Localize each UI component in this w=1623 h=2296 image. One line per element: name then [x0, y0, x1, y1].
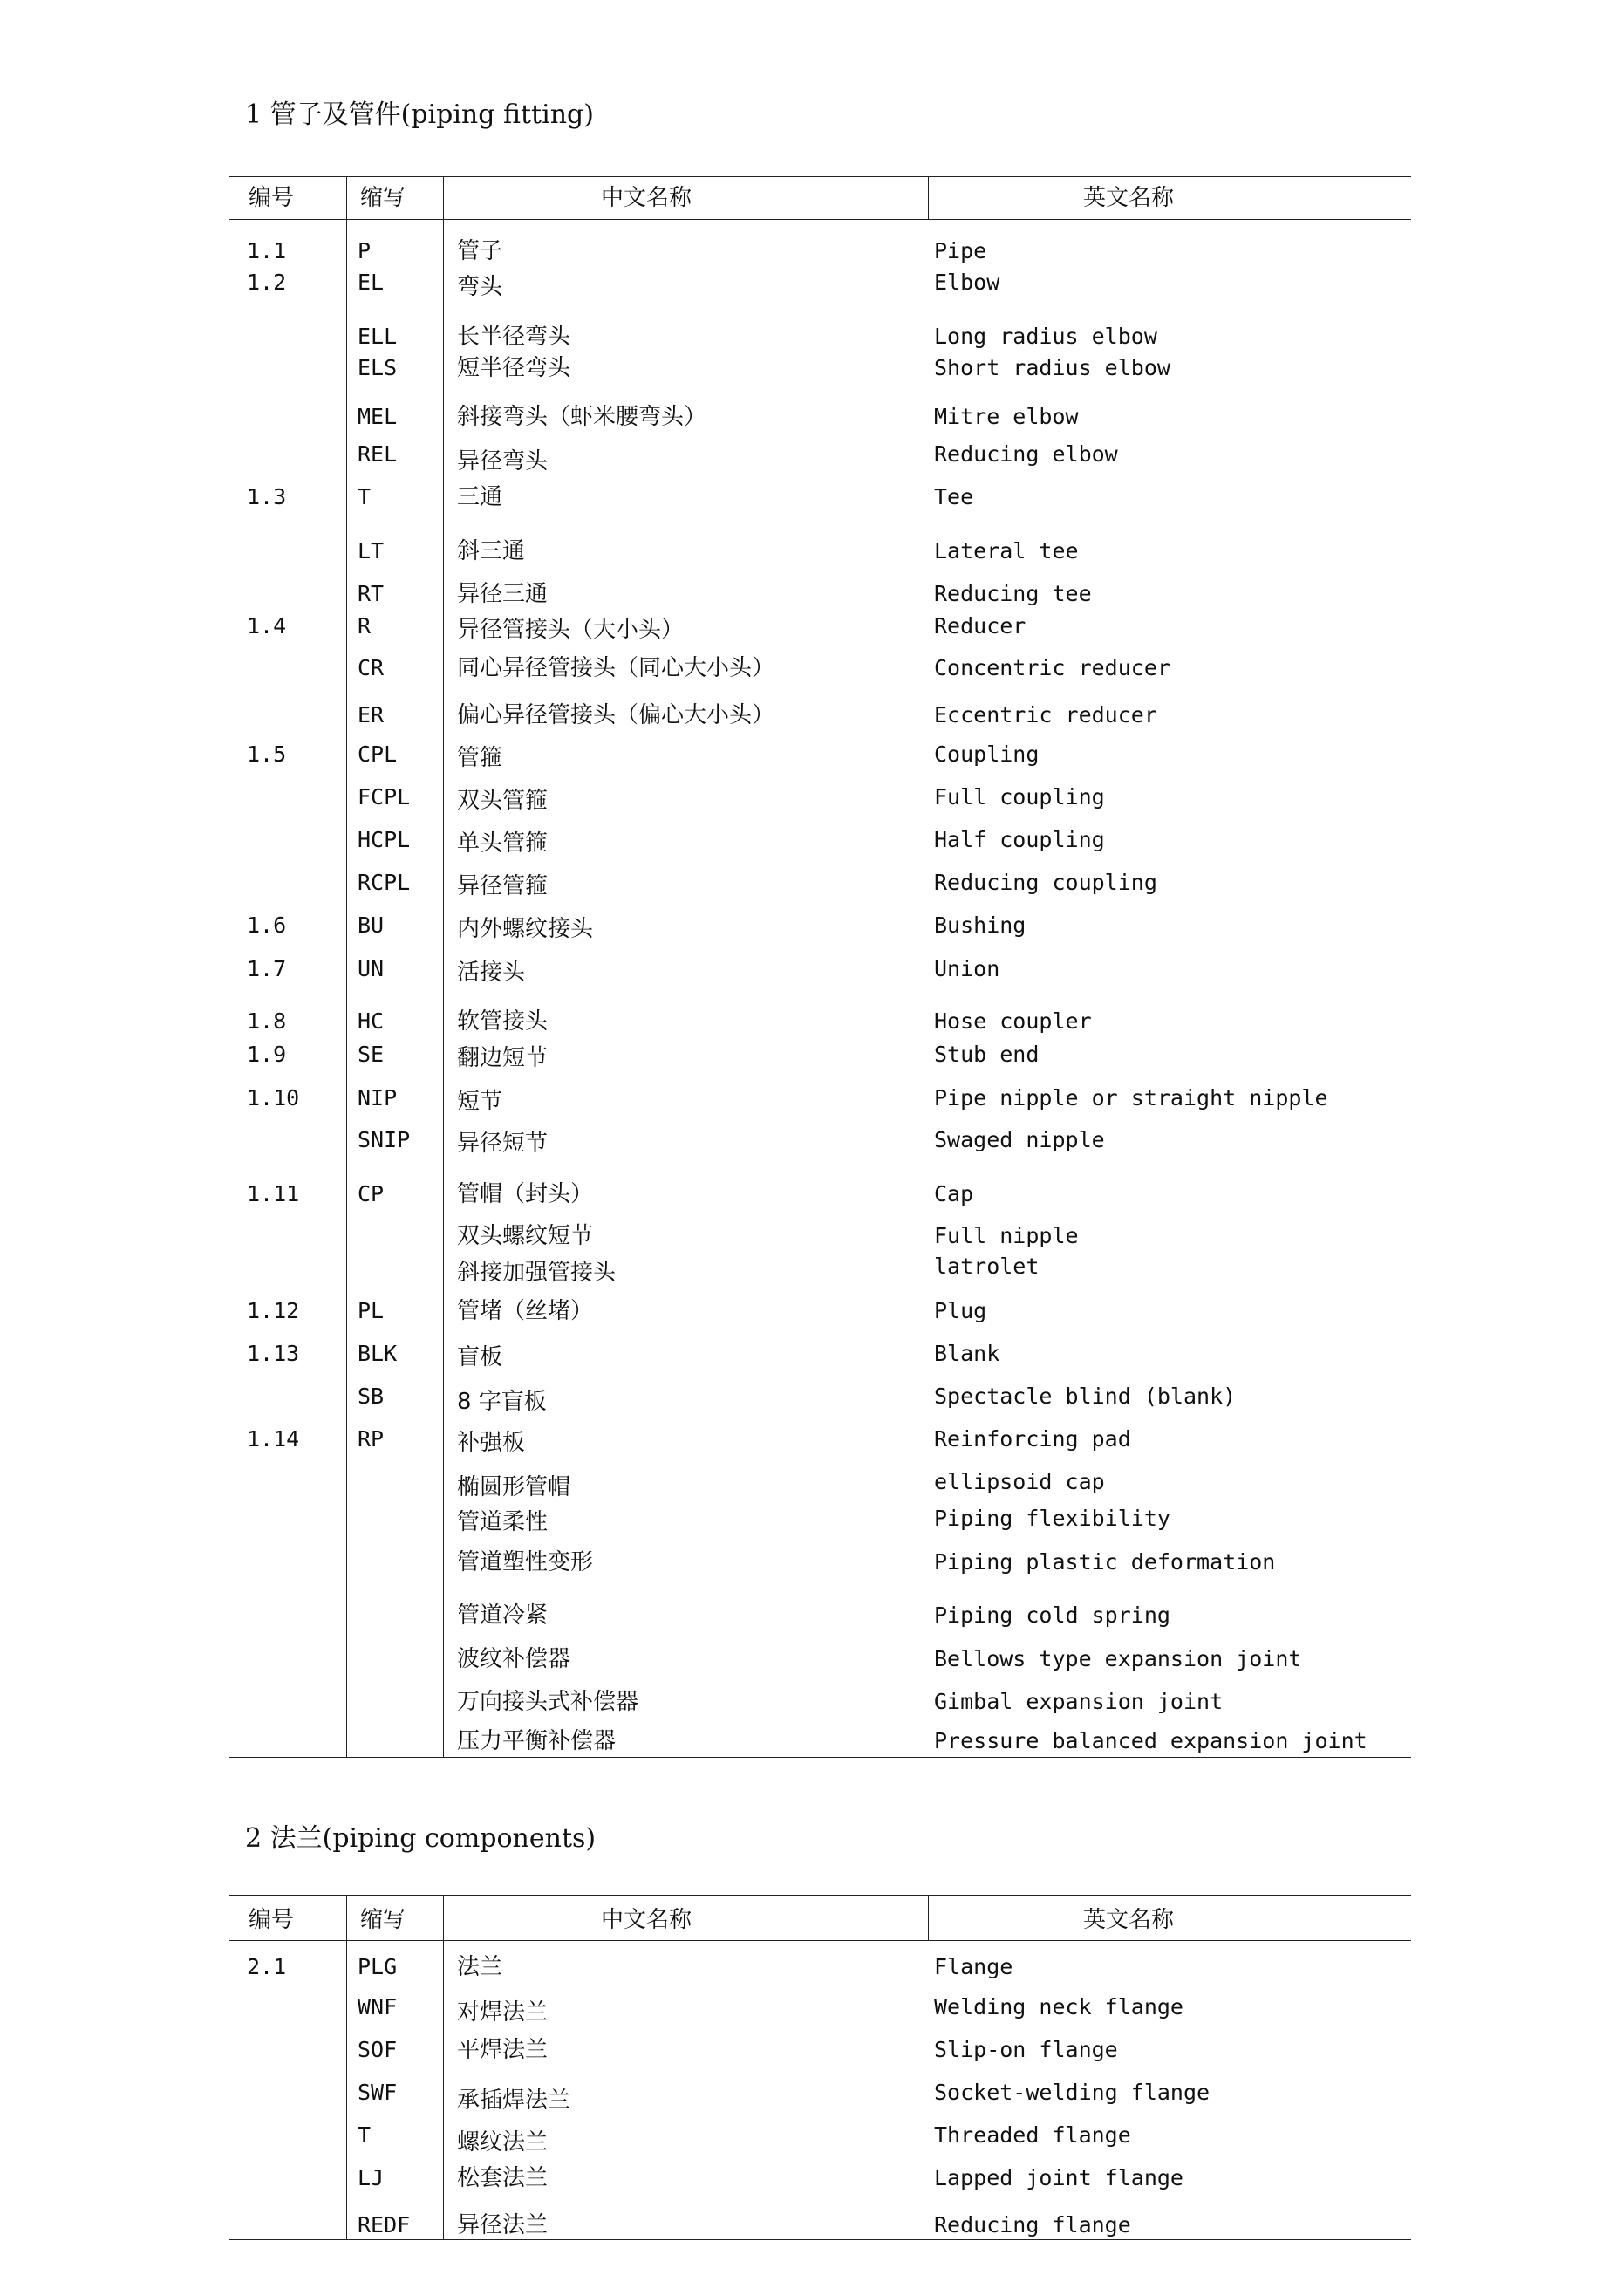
cell-abbr: MEL: [358, 404, 398, 429]
cell-no: 1.7: [247, 956, 287, 981]
cell-en: Concentric reducer: [934, 655, 1170, 680]
cell-zh: 万向接头式补偿器: [457, 1689, 639, 1715]
cell-zh: 异径三通: [457, 581, 549, 607]
cell-en: Welding neck flange: [934, 1994, 1183, 2019]
cell-abbr: LT: [358, 538, 385, 564]
cell-zh: 平焊法兰: [457, 2037, 549, 2063]
cell-zh: 短节: [457, 1089, 503, 1115]
cell-abbr: PL: [358, 1298, 385, 1323]
cell-zh: 异径管接头（大小头）: [457, 617, 685, 643]
cell-zh: 盲板: [457, 1344, 503, 1370]
header-abbr: 缩写: [360, 185, 406, 211]
cell-zh: 短半径弯头: [457, 355, 571, 381]
cell-no: 1.5: [247, 741, 287, 767]
table-top-rule: [229, 176, 1411, 177]
cell-en: Piping flexibility: [934, 1506, 1170, 1531]
table-header-rule: [229, 219, 1411, 220]
cell-zh: 斜接弯头（虾米腰弯头）: [457, 404, 707, 430]
column-divider: [346, 1895, 347, 2240]
header-zh: 中文名称: [601, 185, 692, 211]
cell-abbr: BLK: [358, 1341, 398, 1366]
column-divider: [443, 176, 444, 1758]
cell-zh: 同心异径管接头（同心大小头）: [457, 655, 775, 681]
section-2-table: [229, 1895, 1411, 2240]
section-1-table: [229, 176, 1411, 1758]
cell-en: Reducing elbow: [934, 441, 1118, 467]
cell-abbr: NIP: [358, 1085, 398, 1110]
cell-en: Bushing: [934, 912, 1026, 938]
table-top-rule: [229, 1895, 1411, 1896]
cell-no: 1.13: [247, 1341, 300, 1366]
cell-zh: 斜接加强管接头: [457, 1260, 617, 1286]
cell-zh: 异径短节: [457, 1131, 549, 1157]
cell-abbr: REL: [358, 441, 398, 467]
cell-abbr: CR: [358, 655, 385, 680]
cell-abbr: UN: [358, 956, 385, 981]
cell-abbr: SOF: [358, 2037, 398, 2062]
cell-en: Full coupling: [934, 784, 1105, 810]
cell-en: Elbow: [934, 270, 1000, 295]
cell-en: Reducing flange: [934, 2212, 1131, 2238]
cell-no: 1.1: [247, 238, 287, 263]
column-divider: [346, 176, 347, 1758]
cell-en: Tee: [934, 484, 974, 509]
cell-en: Bellows type expansion joint: [934, 1646, 1302, 1671]
header-no: 编号: [249, 1907, 295, 1933]
cell-zh: 螺纹法兰: [457, 2129, 549, 2156]
cell-en: Reducing coupling: [934, 870, 1157, 895]
cell-zh: 松套法兰: [457, 2165, 549, 2191]
cell-zh: 椭圆形管帽: [457, 1474, 571, 1500]
cell-no: 1.2: [247, 270, 287, 295]
cell-abbr: T: [358, 484, 372, 509]
cell-en: Blank: [934, 1341, 1000, 1366]
cell-en: Swaged nipple: [934, 1127, 1105, 1152]
cell-en: Plug: [934, 1298, 987, 1323]
cell-en: Lateral tee: [934, 538, 1079, 564]
cell-en: Piping plastic deformation: [934, 1549, 1276, 1575]
cell-zh: 斜三通: [457, 538, 526, 564]
cell-abbr: PLG: [358, 1954, 398, 1979]
cell-abbr: R: [358, 613, 372, 639]
cell-abbr: RP: [358, 1426, 385, 1452]
table-bottom-rule: [229, 2239, 1411, 2240]
cell-abbr: SE: [358, 1042, 385, 1067]
cell-en: Reinforcing pad: [934, 1426, 1131, 1452]
cell-en: Lapped joint flange: [934, 2165, 1183, 2190]
cell-abbr: RT: [358, 581, 385, 606]
cell-abbr: SB: [358, 1384, 385, 1409]
cell-zh: 异径弯头: [457, 448, 549, 475]
table-header-rule: [229, 1940, 1411, 1941]
cell-abbr: CPL: [358, 741, 398, 767]
cell-en: Reducer: [934, 613, 1026, 639]
cell-zh: 管道柔性: [457, 1509, 549, 1535]
cell-abbr: WNF: [358, 1994, 398, 2019]
cell-en: Long radius elbow: [934, 324, 1157, 349]
cell-en: Reducing tee: [934, 581, 1092, 606]
section-1-title: 1 管子及管件(piping fitting): [245, 99, 594, 130]
cell-zh: 双头螺纹短节: [457, 1223, 594, 1249]
cell-en: Socket-welding flange: [934, 2080, 1210, 2105]
cell-abbr: RCPL: [358, 870, 411, 895]
cell-zh: 管帽（封头）: [457, 1181, 594, 1207]
cell-zh: 活接头: [457, 960, 526, 986]
cell-no: 1.12: [247, 1298, 300, 1323]
column-divider: [928, 176, 929, 219]
cell-zh: 管子: [457, 238, 503, 264]
table-bottom-rule: [229, 1757, 1411, 1758]
cell-abbr: LJ: [358, 2165, 385, 2190]
cell-en: Coupling: [934, 741, 1040, 767]
cell-zh: 双头管箍: [457, 788, 549, 814]
cell-abbr: SNIP: [358, 1127, 411, 1152]
cell-zh: 法兰: [457, 1954, 503, 1980]
cell-en: Stub end: [934, 1042, 1040, 1067]
cell-zh: 管箍: [457, 745, 503, 771]
cell-zh: 翻边短节: [457, 1045, 549, 1071]
section-2-title: 2 法兰(piping components): [245, 1823, 597, 1854]
cell-en: Gimbal expansion joint: [934, 1689, 1224, 1714]
cell-zh: 8 字盲板: [457, 1389, 547, 1415]
cell-abbr: ELS: [358, 355, 398, 380]
cell-zh: 软管接头: [457, 1008, 549, 1035]
header-abbr: 缩写: [360, 1907, 406, 1933]
cell-abbr: CP: [358, 1181, 385, 1206]
cell-en: Hose coupler: [934, 1008, 1092, 1034]
cell-zh: 压力平衡补偿器: [457, 1728, 617, 1754]
cell-en: Eccentric reducer: [934, 702, 1157, 728]
cell-abbr: HC: [358, 1008, 385, 1034]
column-divider: [928, 1895, 929, 1940]
cell-zh: 补强板: [457, 1430, 526, 1456]
cell-abbr: EL: [358, 270, 385, 295]
cell-en: Slip-on flange: [934, 2037, 1118, 2062]
cell-abbr: FCPL: [358, 784, 411, 810]
header-en: 英文名称: [1083, 1907, 1175, 1933]
cell-en: Pipe nipple or straight nipple: [934, 1085, 1328, 1110]
cell-abbr: HCPL: [358, 827, 411, 852]
cell-en: Spectacle blind (blank): [934, 1384, 1237, 1409]
cell-zh: 弯头: [457, 274, 503, 300]
cell-en: Pipe: [934, 238, 987, 263]
cell-en: latrolet: [934, 1254, 1040, 1279]
cell-zh: 长半径弯头: [457, 324, 571, 350]
cell-en: Full nipple: [934, 1223, 1079, 1248]
cell-en: ellipsoid cap: [934, 1469, 1105, 1494]
cell-no: 2.1: [247, 1954, 287, 1979]
cell-no: 1.4: [247, 613, 287, 639]
cell-zh: 管道塑性变形: [457, 1549, 594, 1575]
cell-zh: 偏心异径管接头（偏心大小头）: [457, 702, 775, 728]
cell-abbr: ER: [358, 702, 385, 728]
cell-no: 1.10: [247, 1085, 300, 1110]
cell-en: Piping cold spring: [934, 1602, 1170, 1628]
cell-zh: 三通: [457, 484, 503, 510]
cell-no: 1.3: [247, 484, 287, 509]
cell-no: 1.8: [247, 1008, 287, 1034]
cell-en: Short radius elbow: [934, 355, 1170, 380]
cell-zh: 管堵（丝堵）: [457, 1298, 594, 1324]
cell-abbr: P: [358, 238, 372, 263]
cell-zh: 异径法兰: [457, 2212, 549, 2238]
cell-no: 1.14: [247, 1426, 300, 1452]
cell-en: Threaded flange: [934, 2122, 1131, 2148]
header-no: 编号: [249, 185, 295, 211]
cell-zh: 管道冷紧: [457, 1602, 549, 1629]
cell-zh: 单头管箍: [457, 830, 549, 857]
cell-no: 1.11: [247, 1181, 300, 1206]
cell-zh: 内外螺纹接头: [457, 916, 594, 942]
cell-abbr: T: [358, 2122, 372, 2148]
cell-zh: 对焊法兰: [457, 1999, 549, 2026]
cell-no: 1.6: [247, 912, 287, 938]
cell-en: Mitre elbow: [934, 404, 1079, 429]
cell-zh: 异径管箍: [457, 873, 549, 899]
cell-abbr: BU: [358, 912, 385, 938]
cell-en: Pressure balanced expansion joint: [934, 1728, 1367, 1753]
cell-en: Union: [934, 956, 1000, 981]
cell-abbr: ELL: [358, 324, 398, 349]
header-zh: 中文名称: [601, 1907, 692, 1933]
cell-zh: 波纹补偿器: [457, 1646, 571, 1672]
cell-no: 1.9: [247, 1042, 287, 1067]
cell-abbr: SWF: [358, 2080, 398, 2105]
cell-en: Half coupling: [934, 827, 1105, 852]
cell-en: Flange: [934, 1954, 1013, 1979]
cell-en: Cap: [934, 1181, 974, 1206]
cell-zh: 承插焊法兰: [457, 2088, 571, 2114]
header-en: 英文名称: [1083, 185, 1175, 211]
cell-abbr: REDF: [358, 2212, 411, 2238]
column-divider: [443, 1895, 444, 2240]
